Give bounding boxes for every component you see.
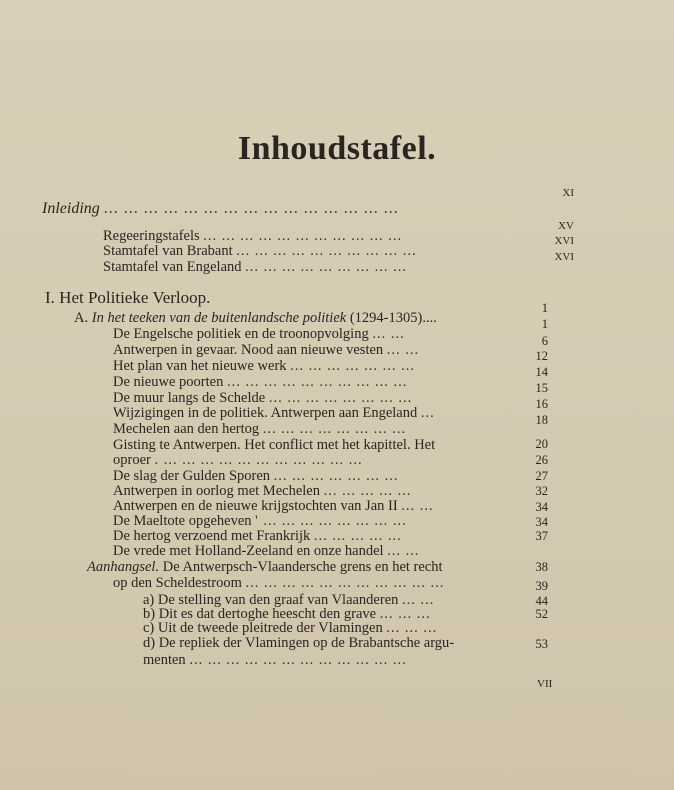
leader-dots: ... ... ... ... ... ... ... ... ... ... [236,243,417,259]
entry-page-number: 20 [535,437,548,451]
leader-dots: ... [420,405,435,421]
appendix-page-number: 38 [535,560,548,574]
subsection-suffix: (1294-1305).... [349,310,437,326]
leader-dots: ... ... ... ... ... ... ... ... ... [245,259,408,275]
leader-dots: ... ... ... [386,620,438,636]
entry-page-number: 16 [535,397,548,411]
leader-dots: ... ... [401,498,434,514]
toc-appendix [87,559,443,575]
entry-page-number: 34 [535,500,548,514]
toc-entry [113,498,434,514]
leader-dots: ... ... [372,326,405,342]
leader-dots: ... ... [386,342,420,358]
entry-title: oproer [113,452,151,468]
toc-entry [113,483,411,499]
leader-dots: ... ... ... ... ... ... ... [273,468,399,484]
entry-title: Het plan van het nieuwe werk [113,358,287,374]
toc-entry [113,543,420,559]
toc-entry [113,468,399,484]
entry-title: De hertog verzoend met Frankrijk [113,528,311,544]
entry-title: Regeeringstafels [103,228,200,244]
entry-page-number: 1 [541,317,548,331]
entry-page-number: 34 [535,515,548,529]
appendix-item-title: c) Uit de tweede pleitrede der Vlamingen [143,620,383,636]
leader-dots: ... ... ... ... ... [323,483,412,499]
entry-page-number: 26 [535,453,548,467]
entry-title: De slag der Gulden Sporen [113,468,271,484]
toc-subsection-a [74,310,437,326]
entry-page-number: XVI [554,251,574,263]
toc-entry [103,228,402,244]
entry-page-number: 37 [535,529,548,543]
entry-title: Stamtafel van Brabant [103,243,233,259]
entry-page-number: 12 [535,349,548,363]
toc-entry [113,405,435,421]
toc-entry [113,528,402,544]
subsection-page-number: 1 [541,301,548,315]
leader-dots: ... ... [387,543,420,559]
appendix-label: Aanhangsel. [87,559,160,575]
leader-dots: ... ... ... ... ... ... ... ... ... ... ... ... ... ... ... [103,200,399,217]
appendix-page-number: 39 [535,579,548,593]
toc-entry [113,342,419,358]
entry-title: De Engelsche politiek en de troonopvolging [113,326,369,342]
page-folio: VII [537,678,553,690]
leader-dots: ' ... ... ... ... ... ... ... ... [255,513,407,529]
leader-dots: ... ... ... [379,606,431,622]
leader-dots: ... ... ... ... ... [313,528,402,544]
entry-title: De muur langs de Schelde [113,390,266,406]
appendix-item [143,652,407,668]
entry-title: De nieuwe poorten [113,374,224,390]
leader-dots: ... ... ... ... ... ... ... ... ... ... ... ... [189,652,407,668]
toc-entry [113,358,415,374]
subsection-prefix: A. [74,310,89,326]
entry-page-number: 18 [535,413,548,427]
toc-entry [103,259,407,275]
appendix-item-title: d) De repliek der Vlamingen op de Brabantsche argu- [143,635,455,651]
leader-dots: . ... ... ... ... ... ... ... ... ... ... ... [154,452,363,468]
entry-page-number: 15 [535,381,548,395]
appendix-item-page-number: 44 [535,594,548,608]
leader-dots: ... ... ... ... ... ... ... [290,358,416,374]
entry-title: Wijzigingen in de politiek. Antwerpen aan Engeland [113,405,418,421]
toc-entry [113,421,406,437]
entry-title: Antwerpen in oorlog met Mechelen [113,483,320,499]
page-title: Inhoudstafel. [237,130,437,167]
entry-title: Antwerpen en de nieuwe krijgstochten van Jan II [113,498,398,514]
toc-entry [113,374,407,390]
toc-entry [113,437,435,453]
leader-dots: ... ... ... ... ... ... ... ... ... ... [226,374,408,390]
leader-dots: ... ... [402,592,435,608]
toc-entry [113,513,407,529]
intro-page-number: XI [562,187,574,199]
entry-title: De Maeltote opgeheven [113,513,252,529]
toc-appendix-cont [113,575,444,591]
entry-page-number: XVI [554,235,574,247]
entry-page-number: 14 [535,365,548,379]
entry-title: Stamtafel van Engeland [103,259,242,275]
intro-label: Inleiding [42,200,100,217]
toc-entry [113,390,412,406]
section-heading: I. Het Politieke Verloop. [45,288,211,307]
toc-intro [42,201,399,217]
appendix-item [143,620,437,636]
leader-dots: ... ... ... ... ... ... ... ... ... ... ... [203,228,403,244]
toc-entry [103,243,417,259]
entry-page-number: 6 [541,334,548,348]
appendix-item-title: menten [143,652,186,668]
appendix-title: De Antwerpsch-Vlaandersche grens en het recht [162,559,443,575]
entry-title: De vrede met Holland-Zeeland en onze handel [113,543,384,559]
appendix-item [143,635,454,651]
toc-entry [113,452,363,468]
appendix-item-page-number: 53 [535,637,548,651]
appendix-item-title: b) Dit es dat dertoghe heescht den grave [143,606,377,622]
appendix-item-title: a) De stelling van den graaf van Vlaanderen [143,592,399,608]
appendix-subtitle: op den Scheldestroom [113,575,242,591]
entry-page-number: XV [558,220,574,232]
entry-title: Antwerpen in gevaar. Nood aan nieuwe vesten [113,342,384,358]
leader-dots: ... ... ... ... ... ... ... ... [268,390,413,406]
entry-page-number: 32 [535,484,548,498]
leader-dots: ... ... ... ... ... ... ... ... [262,421,407,437]
entry-page-number: 27 [535,469,548,483]
leader-dots: ... ... ... ... ... ... ... ... ... ... ... [245,575,445,591]
appendix-item-page-number: 52 [535,607,548,621]
subsection-title: In het teeken van de buitenlandsche politiek [91,310,347,326]
entry-title: Mechelen aan den hertog [113,421,260,437]
toc-entry [113,326,405,342]
entry-title: Gisting te Antwerpen. Het conflict met het kapittel. Het [113,437,436,453]
